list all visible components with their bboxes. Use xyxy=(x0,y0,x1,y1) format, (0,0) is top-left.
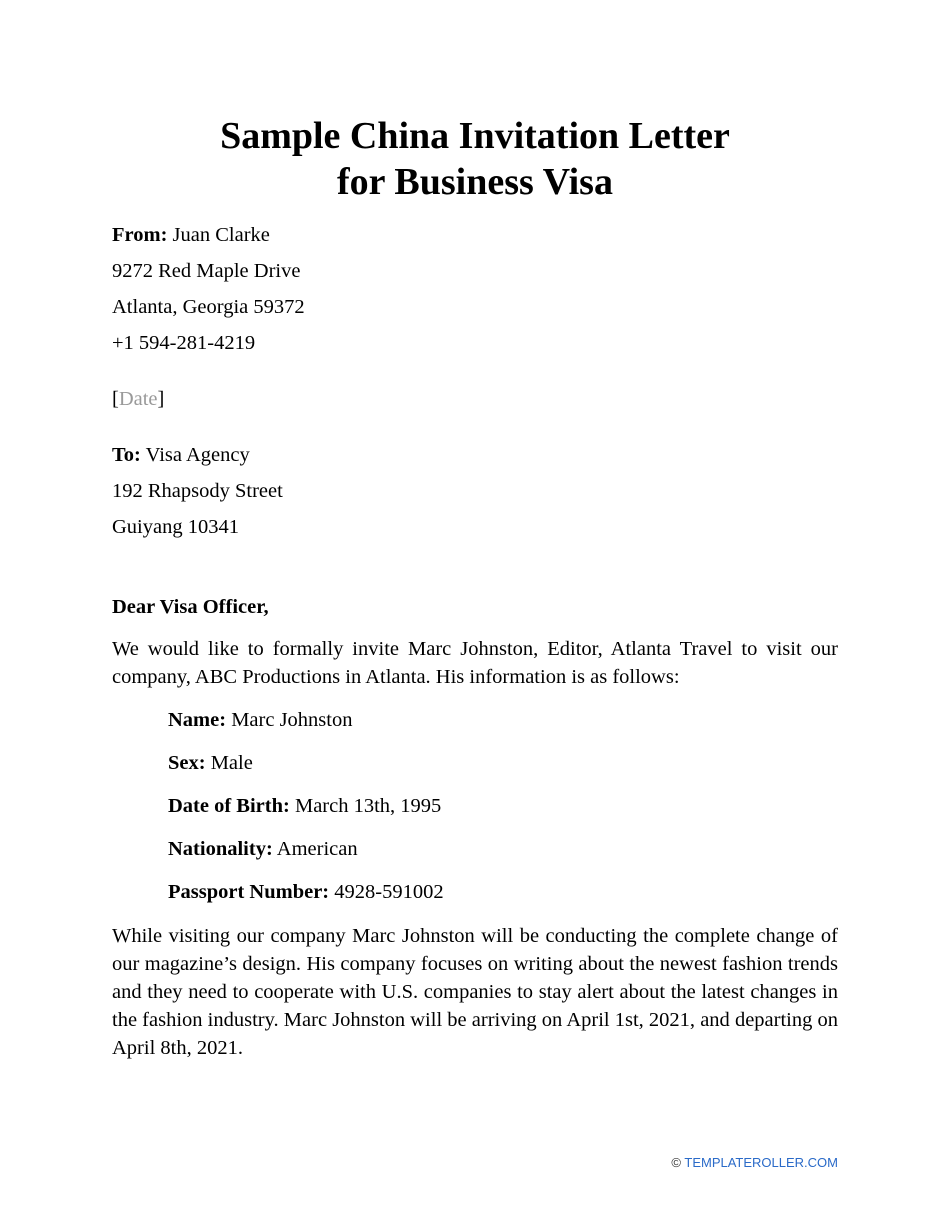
visitor-nationality-line xyxy=(168,836,358,862)
title-line-2: for Business Visa xyxy=(337,161,613,203)
footer-credit xyxy=(671,1154,838,1172)
date-field[interactable] xyxy=(112,386,164,412)
sender-name: Juan Clarke xyxy=(172,224,270,246)
visitor-name-line xyxy=(168,707,352,733)
from-label: From: xyxy=(112,224,168,246)
visitor-passport-line xyxy=(168,879,444,905)
body-paragraph: While visiting our company Marc Johnston will be conducting the complete change of our magazine’s design. His company focuses on writing about the newest fashion trends and they need to cooperate with U.S. companies to stay alert about the latest changes in the fashion industry. Marc Johnston will be arriving on April 1st, 2021, and departing on April 8th, 2021. xyxy=(112,925,838,1059)
visitor-passport-value: 4928-591002 xyxy=(334,881,444,903)
date-bracket-open: [ xyxy=(112,388,119,410)
sender-address-2: Atlanta, Georgia 59372 xyxy=(112,296,305,318)
date-bracket-close: ] xyxy=(157,388,165,410)
copyright-symbol: © xyxy=(671,1155,681,1170)
document-title xyxy=(0,113,950,205)
visitor-nationality-label: Nationality: xyxy=(168,838,273,860)
visitor-dob-value: March 13th, 1995 xyxy=(294,795,442,817)
recipient-address-1: 192 Rhapsody Street xyxy=(112,480,283,502)
visitor-name-value: Marc Johnston xyxy=(231,709,353,731)
sender-address-1: 9272 Red Maple Drive xyxy=(112,260,301,282)
salutation: Dear Visa Officer, xyxy=(112,596,269,618)
visitor-sex-label: Sex: xyxy=(168,752,206,774)
recipient-name: Visa Agency xyxy=(145,444,250,466)
visitor-nationality-value: American xyxy=(276,838,358,860)
visitor-passport-label: Passport Number: xyxy=(168,881,330,903)
sender-phone: +1 594-281-4219 xyxy=(112,332,256,354)
recipient-name-line xyxy=(112,442,250,468)
sender-name-line xyxy=(112,222,270,248)
visitor-sex-value: Male xyxy=(210,752,253,774)
visitor-dob-line xyxy=(168,793,441,819)
visitor-sex-line xyxy=(168,750,253,776)
title-line-1: Sample China Invitation Letter xyxy=(220,115,730,157)
footer-site-link[interactable]: TEMPLATEROLLER.COM xyxy=(684,1155,838,1170)
date-placeholder: Date xyxy=(118,388,158,410)
visitor-dob-label: Date of Birth: xyxy=(168,795,290,817)
to-label: To: xyxy=(112,444,141,466)
visitor-name-label: Name: xyxy=(168,709,227,731)
recipient-address-2: Guiyang 10341 xyxy=(112,516,239,538)
intro-paragraph: We would like to formally invite Marc Johnston, Editor, Atlanta Travel to visit our company, ABC Productions in Atlanta. His information is as follows: xyxy=(112,638,838,688)
